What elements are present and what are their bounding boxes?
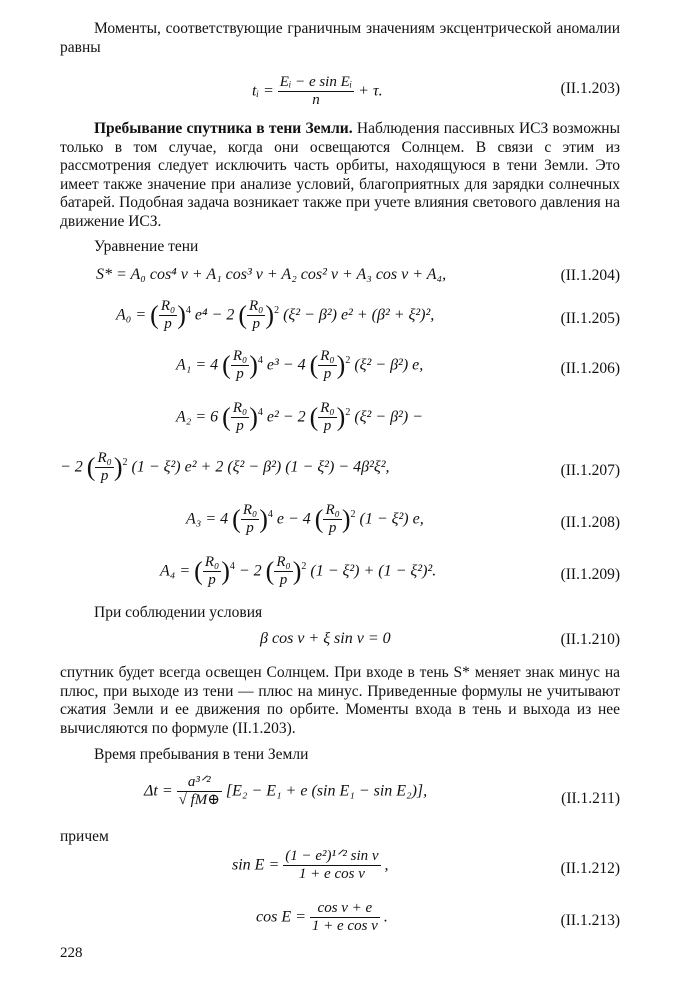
- equation-210: β cos v + ξ sin v = 0 (II.1.210): [260, 630, 620, 648]
- condition-label: При соблюдении условия: [94, 604, 263, 621]
- equation-213: cos E = $\frac{\text{cos v + e}}{\text{1 + e cos v}}$ . (II.1.213): [256, 900, 620, 934]
- equation-204: S* = A₀ cos⁴ v + A₁ cos³ v + A₂ cos² v + A₃ cos v + A₄, (II.1.204): [96, 266, 620, 284]
- equation-212: sin E = $\frac{\text{(1 − e²)¹ᐟ² sin v}}{\text{1 + e cos v}}$ , (II.1.212): [232, 848, 620, 882]
- shadow-equation-label: Уравнение тени: [94, 238, 199, 255]
- equation-209: A₄ = ( $\frac{\text{R₀}}{p}$ )$^4$ − 2 ( $\frac{\text{R₀}}{p}$ )$^2$ (1 − ξ²) + (1 − ξ²)². (II.1.209): [160, 554, 620, 588]
- section-heading: Пребывание спутника в тени Земли.: [94, 120, 353, 137]
- equation-211: Δt = $\frac{\text{a³ᐟ²}}{√ fM\oplus}$ [E₂ − E₁ + e (sin E₁ − sin E₂)], (II.1.211): [144, 774, 620, 808]
- paragraph-moments: Моменты, соответствующие граничным значениям эксцентрической аномалии равны: [60, 20, 620, 56]
- equation-number: (II.1.203): [560, 80, 620, 97]
- equation-206: A₁ = 4 ( $\frac{\text{R₀}}{p}$ )$^4$ e³ − 4 ( $\frac{\text{R₀}}{p}$ )$^2$ (ξ² − β²) e, (II.1.206): [176, 348, 620, 382]
- equation-205: A₀ = ( $\frac{\text{R₀}}{p}$ )$^4$ e⁴ − 2 ( $\frac{\text{R₀}}{p}$ )$^2$ (ξ² − β²) e² + (β² + ξ²)², (II.1.205): [116, 298, 620, 332]
- equation-207-part2: − 2 ( $\frac{\text{R₀}}{p}$ )$^2$ (1 − ξ²) e² + 2 (ξ² − β²) (1 − ξ²) − 4β²ξ², (II.1.207): [60, 450, 620, 484]
- equation-207-part1: A₂ = 6 ( $\frac{\text{R₀}}{p}$ )$^4$ e² − 2 ( $\frac{\text{R₀}}{p}$ )$^2$ (ξ² − β²) −: [176, 400, 423, 434]
- paragraph-illumination: спутник будет всегда освещен Солнцем. При входе в тень S* меняет знак минус на плюс, при выходе из тени — плюс на минус. Приведенные формулы не учитывают сжатия Земли и ее движения по орбите. Моменты входа в тень и выхода из нее вычисляются по формуле (II.1.203).: [60, 664, 620, 737]
- time-label: Время пребывания в тени Земли: [94, 746, 309, 763]
- equation-203: tᵢ = $\frac{\text{Eᵢ − e sin Eᵢ}}{n}$ + τ. (II.1.203): [252, 74, 620, 108]
- where-label: причем: [60, 828, 109, 845]
- paragraph-shadow: Пребывание спутника в тени Земли. Наблюдения пассивных ИСЗ возможны только в том случае, когда они освещаются Солнцем. В связи с этим из рассмотрения следует исключить часть орбиты, находящуюся в тени Земли. Это имеет также значение при анализе условий, благоприятных для зарядки солнечных батарей. Подобная задача возникает также при учете влияния светового давления на движение ИСЗ.: [60, 120, 620, 230]
- equation-208: A₃ = 4 ( $\frac{\text{R₀}}{p}$ )$^4$ e − 4 ( $\frac{\text{R₀}}{p}$ )$^2$ (1 − ξ²) e, (II.1.208): [186, 502, 620, 536]
- page-number: 228: [60, 945, 83, 961]
